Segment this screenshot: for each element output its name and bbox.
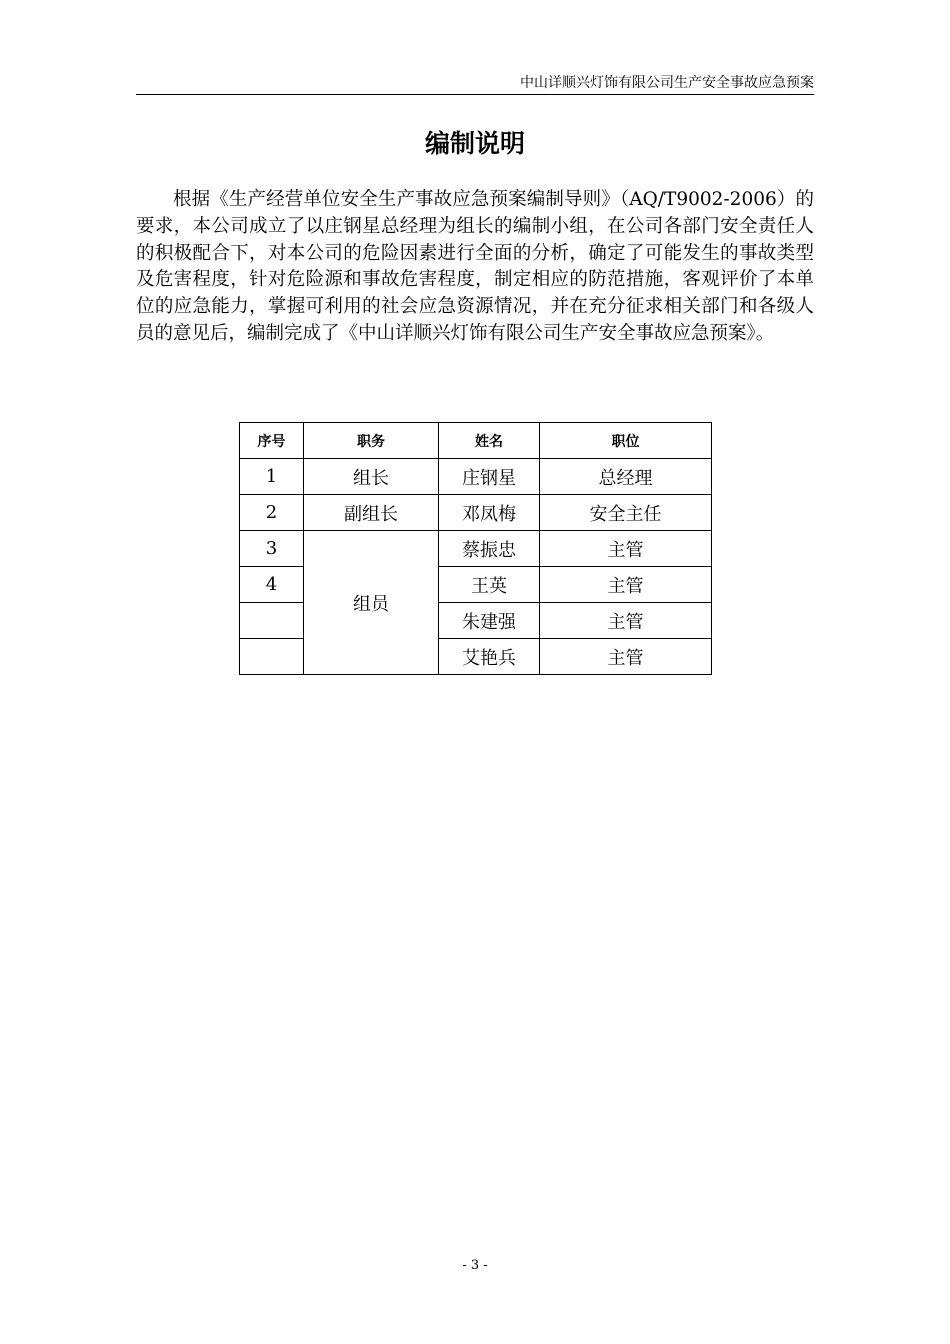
cell-no xyxy=(240,639,304,675)
cell-duty: 组长 xyxy=(304,459,439,495)
table-row xyxy=(240,495,712,531)
cell-name: 艾艳兵 xyxy=(439,639,540,675)
cell-position: 总经理 xyxy=(540,459,712,495)
cell-no xyxy=(240,603,304,639)
table-row xyxy=(240,531,712,567)
cell-position: 主管 xyxy=(540,567,712,603)
cell-position: 主管 xyxy=(540,603,712,639)
page-number: - 3 - xyxy=(462,1258,488,1273)
cell-name: 朱建强 xyxy=(439,603,540,639)
cell-no: 1 xyxy=(240,459,304,495)
page-header xyxy=(136,74,814,95)
header-title: 中山详顺兴灯饰有限公司生产安全事故应急预案 xyxy=(520,75,814,91)
table-row xyxy=(240,459,712,495)
cell-no: 3 xyxy=(240,531,304,567)
cell-position: 主管 xyxy=(540,639,712,675)
header-cell-no: 序号 xyxy=(240,423,304,459)
cell-name: 庄钢星 xyxy=(439,459,540,495)
cell-position: 安全主任 xyxy=(540,495,712,531)
staff-table xyxy=(239,422,712,675)
cell-name: 邓凤梅 xyxy=(439,495,540,531)
cell-duty-merged: 组员 xyxy=(304,531,439,675)
table-header-row xyxy=(240,423,712,459)
cell-duty: 副组长 xyxy=(304,495,439,531)
cell-position: 主管 xyxy=(540,531,712,567)
body-paragraph: 根据《生产经营单位安全生产事故应急预案编制导则》（AQ/T9002-2006）的要求，本公司成立了以庄钢星总经理为组长的编制小组，在公司各部门安全责任人的积极配合下，对本公司的危险因素进行全面的分析，确定了可能发生的事故类型及危害程度，针对危险源和事故危害程度，制定相应的防范措施，客观评价了本单位的应急能力，掌握可利用的社会应急资源情况，并在充分征求相关部门和各级人员的意见后，编制完成了《中山详顺兴灯饰有限公司生产安全事故应急预案》。 xyxy=(136,189,814,344)
cell-no: 2 xyxy=(240,495,304,531)
header-cell-name: 姓名 xyxy=(439,423,540,459)
header-cell-position: 职位 xyxy=(540,423,712,459)
header-cell-duty: 职务 xyxy=(304,423,439,459)
cell-name: 蔡振忠 xyxy=(439,531,540,567)
cell-no: 4 xyxy=(240,567,304,603)
page-title: 编制说明 xyxy=(424,129,525,158)
cell-name: 王英 xyxy=(439,567,540,603)
